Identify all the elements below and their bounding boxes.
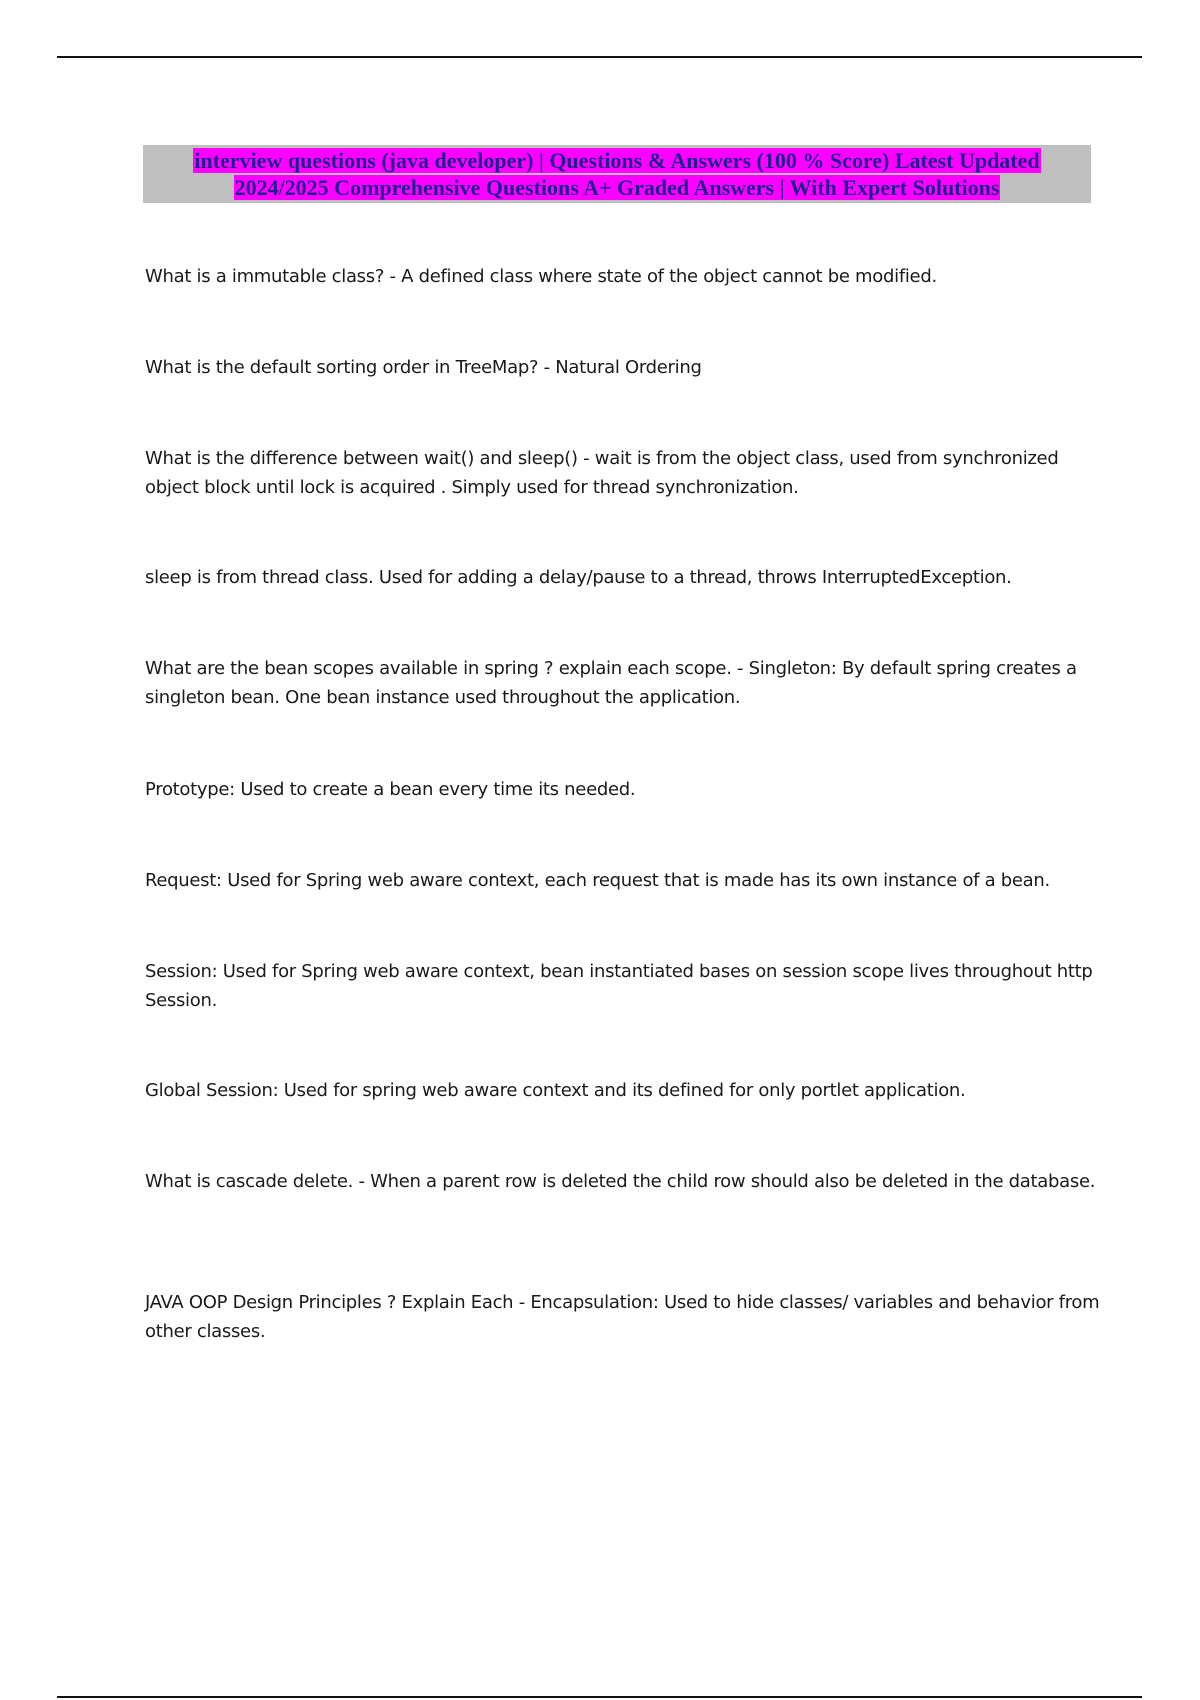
qa-paragraph-immutable-class: What is a immutable class? - A defined class where state of the object cannot be modified. xyxy=(145,266,937,287)
qa-paragraph-bean-scopes: What are the bean scopes available in spring ? explain each scope. - Singleton: By default spring creates a singleton bean. One bean instance used throughout the application. xyxy=(145,658,1077,708)
qa-paragraph-sleep: sleep is from thread class. Used for adding a delay/pause to a thread, throws InterruptedException. xyxy=(145,567,1012,588)
qa-paragraph-global-session: Global Session: Used for spring web aware context and its defined for only portlet application. xyxy=(145,1080,966,1101)
qa-paragraph-oop-principles: JAVA OOP Design Principles ? Explain Each - Encapsulation: Used to hide classes/ variables and behavior from other classes. xyxy=(145,1292,1100,1342)
document-title xyxy=(143,145,1091,203)
bottom-rule xyxy=(57,1696,1142,1698)
qa-paragraph-prototype: Prototype: Used to create a bean every time its needed. xyxy=(145,779,636,800)
qa-paragraph-treemap-order: What is the default sorting order in TreeMap? - Natural Ordering xyxy=(145,357,702,378)
qa-paragraph-wait-vs-sleep: What is the difference between wait() and sleep() - wait is from the object class, used from synchronized object block until lock is acquired . Simply used for thread synchronization. xyxy=(145,448,1059,498)
qa-paragraph-request: Request: Used for Spring web aware context, each request that is made has its own instance of a bean. xyxy=(145,870,1050,891)
qa-paragraph-session: Session: Used for Spring web aware context, bean instantiated bases on session scope lives throughout http Session. xyxy=(145,961,1093,1011)
top-rule xyxy=(57,56,1142,58)
qa-paragraph-cascade-delete: What is cascade delete. - When a parent row is deleted the child row should also be deleted in the database. xyxy=(145,1171,1096,1192)
title-line-1: interview questions (java developer) | Questions & Answers (100 % Score) Latest Updated xyxy=(194,148,1040,173)
title-line-2: 2024/2025 Comprehensive Questions A+ Graded Answers | With Expert Solutions xyxy=(234,175,1000,200)
